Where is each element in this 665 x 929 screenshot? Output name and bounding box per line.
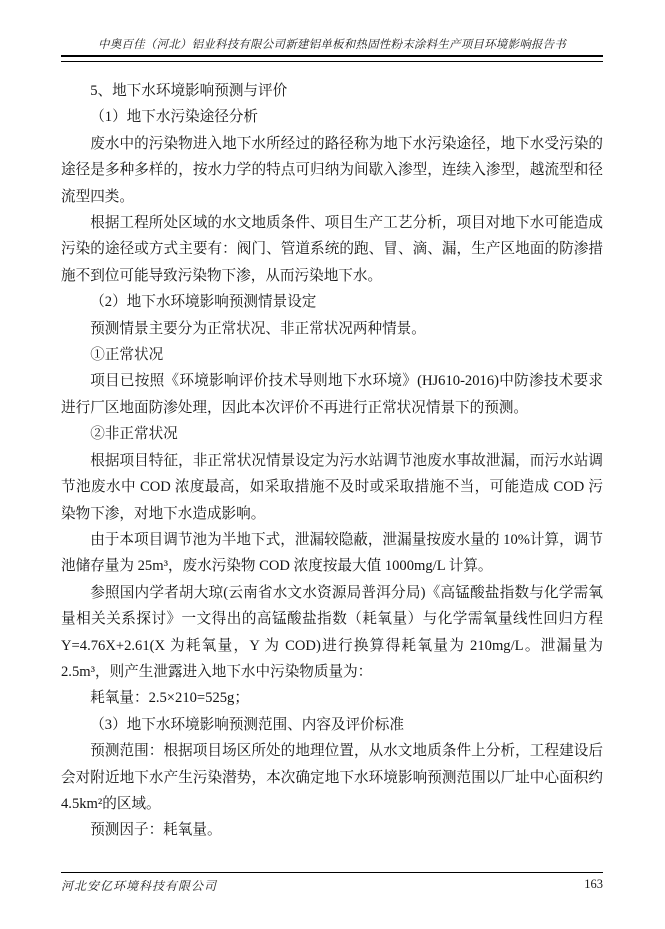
document-body [61,78,603,844]
paragraph: 预测范围：根据项目场区所处的地理位置，从水文地质条件上分析，工程建设后会对附近地下水产生污染潜势，本次确定地下水环境影响预测范围以厂址中心面积约 4.5km²的区域。 [61,743,603,812]
paragraph: （3）地下水环境影响预测范围、内容及评价标准 [90,716,404,733]
paragraph: 预测情景主要分为正常状况、非正常状况两种情景。 [90,320,426,337]
paragraph: 耗氧量：2.5×210=525g； [90,690,249,707]
paragraph: 预测因子：耗氧量。 [90,822,222,839]
paragraph: ①正常状况 [90,347,164,364]
paragraph: 5、地下水环境影响预测与评价 [90,83,288,99]
paragraph: 废水中的污染物进入地下水所经过的路径称为地下水污染途径，地下水受污染的途径是多种多样的，按水力学的特点可归纳为间歇入渗型，连续入渗型，越流型和径流型四类。 [61,135,603,205]
paragraph: 根据项目特征，非正常状况情景设定为污水站调节池废水事故泄漏，而污水站调节池废水中 COD 浓度最高，如采取措施不及时或采取措施不当，可能造成 COD 污染物下渗，对地下水造成影响。 [61,452,603,522]
page-number: 163 [584,877,603,891]
paragraph: 由于本项目调节池为半地下式，泄漏较隐蔽，泄漏量按废水量的 10%计算，调节池储存量为 25m³，废水污染物 COD 浓度按最大值 1000mg/L 计算。 [61,531,603,575]
page-footer [61,872,603,894]
paragraph: 项目已按照《环境影响评价技术导则地下水环境》(HJ610-2016)中防渗技术要求进行厂区地面防渗处理，因此本次评价不再进行正常状况情景下的预测。 [61,373,603,416]
page-header [61,0,603,62]
paragraph: （1）地下水污染途径分析 [90,109,259,126]
running-title: 中奥百佳（河北）铝业科技有限公司新建铝单板和热固性粉末涂料生产项目环境影响报告书 [98,39,566,51]
header-rule [61,55,603,62]
footer-company: 河北安亿环境科技有限公司 [61,879,218,893]
paragraph: 参照国内学者胡大琼(云南省水文水资源局普洱分局)《高锰酸盐指数与化学需氧量相关关系探讨》一文得出的高锰酸盐指数（耗氧量）与化学需氧量线性回归方程 Y=4.76X+2.61(X 为耗氧量，Y 为 COD)进行换算得耗氧量为 210mg/L。泄漏量为 2.5m³，则产生泄露进入地下水中污染物质量为： [61,584,603,680]
paragraph: 根据工程所处区域的水文地质条件、项目生产工艺分析，项目对地下水可能造成污染的途径或方式主要有：阀门、管道系统的跑、冒、滴、漏，生产区地面的防渗措施不到位可能导致污染物下渗，从而污染地下水。 [61,215,603,284]
paragraph: （2）地下水环境影响预测情景设定 [90,294,317,311]
paragraph: ②非正常状况 [90,426,178,443]
